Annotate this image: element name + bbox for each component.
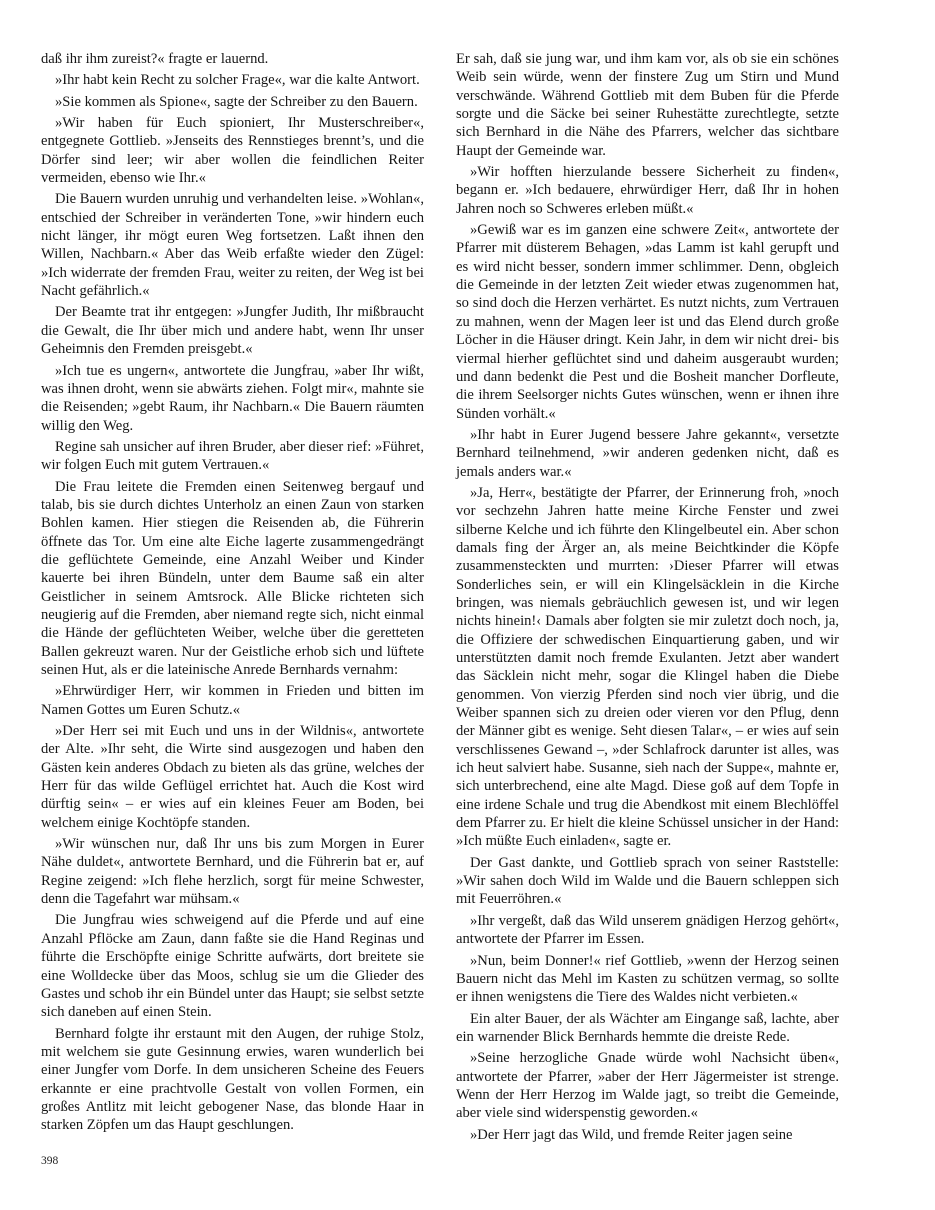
paragraph: Die Jungfrau wies schweigend auf die Pferde und auf eine Anzahl Pflöcke am Zaun, dann faßte sie die Hand Reginas und führte die Erschöpfte einige Schritte aufwärts, dort breitete sie eine Wolldecke über das Moos, schlug sie um die Glieder des Gastes und schob ihr ein Bündel unter das Haupt; sie selbst setzte sich daneben auf einen Stein. [41,912,425,1021]
paragraph: »Ja, Herr«, bestätigte der Pfarrer, der Erinnerung froh, »noch vor sechzehn Jahren hatte meine Kirche Fenster und zwei silberne Kelche und ich führte den Klingelbeutel ein. Aber schon damals fing der Ärger an, als meine Beichtkinder die Köpfe zusammensteckten und murrten: ›Dieser Pfarrer will etwas Sonderliches sein, er will ein Klingelsäcklein in die Kirche bringen, was niemals gebräuchlich gewesen ist, und wir legen nichts hinein!‹ Damals aber folgten sie mir zuletzt doch noch, ja, die Offiziere der schwedischen Einquartierung gaben, und wir unterstützten damit noch fremde Exulanten. Jetzt aber wandert das Säcklein nicht mehr, sogar die Klingel haben die Diebe genommen. Von vierzig Pferden sind noch vier übrig, und die Weiber spannen sich zu dreien oder vieren vor den Pflug, denn der Männer gibt es wenige. Seht diesen Talar«, – er wies auf sein verschlissenes Gewand –, »der Schlafrock darunter ist alles, was ich heut salviert habe. Susanne, sieh nach der Suppe«, mahnte er, sich unterbrechend, eine alte Magd. Diese goß auf dem Topfe in eine irdene Schale und trug die Abendkost mit einem Blechlöffel dem Pfarrer zu. Er hielt die kleine Schüssel unsicher in der Hand: »Ich müßte Euch einladen«, sagte er. [456,484,839,850]
paragraph: »Ihr vergeßt, daß das Wild unserem gnädigen Herzog gehört«, antwortete der Pfarrer im Essen. [456,912,839,948]
paragraph: Die Bauern wurden unruhig und verhandelten leise. »Wohlan«, entschied der Schreiber in veränderten Tone, »wir hindern euch nicht länger, ihr mögt euren Weg fortsetzen. Laßt ihnen den Willen, Nachbarn.« Aber das Weib erfaßte wieder den Zügel: »Ich widerrate der fremden Frau, weiter zu reiten, der Weg ist bei Nacht gefährlich.« [41,191,424,300]
paragraph: daß ihr ihm zureist?« fragte er lauernd. [41,51,269,67]
paragraph: »Der Herr sei mit Euch und uns in der Wildnis«, antwortete der Alte. »Ihr seht, die Wirte sind ausgezogen und haben den Gästen kein anderes Obdach zu bieten als das grüne, welches der Herr für das wilde Geflügel errichtet hat. Auch die Kost wird dürftig sein« – er wies auf ein kleines Feuer am Boden, bei welchem einige Kochtöpfe standen. [41,723,424,831]
right-text-column [456,50,839,1147]
paragraph: Er sah, daß sie jung war, und ihm kam vor, als ob sie ein schönes Weib sein würde, wenn der finstere Zug um Stirn und Mund verschwände. Während Gottlieb mit dem Buben für die Pferde sorgte und die Säcke bei seiner Ruhestätte zurechtlegte, setzte sich Bernhard in die Nähe des Pfarrers, welcher das sichtbare Haupt der Gemeinde war. [456,51,839,159]
paragraph: »Ihr habt in Eurer Jugend bessere Jahre gekannt«, versetzte Bernhard teilnehmend, »wir anderen gedenken nicht, daß es jemals anders war.« [456,426,839,480]
page-number: 398 [41,1155,59,1167]
paragraph: »Wir hofften hierzulande bessere Sicherheit zu finden«, begann er. »Ich bedauere, ehrwürdiger Herr, daß Ihr in hohen Jahren noch so Schweres erleben müßt.« [456,164,839,217]
paragraph: »Wir haben für Euch spioniert, Ihr Musterschreiber«, entgegnete Gottlieb. »Jenseits des Rennstieges brennt’s, und die Dörfer sind leer; wir aber wollen die feindlichen Reiter vermeiden, ebenso wie Ihr.« [41,115,424,187]
paragraph: »Der Herr jagt das Wild, und fremde Reiter jagen seine [470,1126,793,1143]
paragraph: »Sie kommen als Spione«, sagte der Schreiber zu den Bauern. [55,93,418,110]
paragraph: Bernhard folgte ihr erstaunt mit den Augen, der ruhige Stolz, mit welchem sie gute Gesinnung erwies, waren wunderlich bei einer Jungfer vom Dorfe. In dem unsicheren Scheine des Feuers erkannte er eine prachtvolle Gestalt von vollen Formen, ein großes Antlitz mit leicht gebogener Nase, das blonde Haar in starken Zöpfen um das Haupt geschlungen. [41,1025,424,1134]
paragraph: Der Beamte trat ihr entgegen: »Jungfer Judith, Ihr mißbraucht die Gewalt, die Ihr über mich und andere habt, wenn Ihr unser Geheimnis den Fremden preisgebt.« [41,304,424,358]
paragraph: »Nun, beim Donner!« rief Gottlieb, »wenn der Herzog seinen Bauern nicht das Mehl im Kasten zu schützen vermag, so sollte er ihnen wenigstens die Tiere des Waldes nicht verbieten.« [456,952,839,1006]
paragraph: »Ihr habt kein Recht zu solcher Frage«, war die kalte Antwort. [55,72,420,89]
paragraph: »Ehrwürdiger Herr, wir kommen in Frieden und bitten im Namen Gottes um Euren Schutz.« [41,683,424,718]
paragraph: »Ich tue es ungern«, antwortete die Jungfrau, »aber Ihr wißt, was ihnen droht, wenn sie abwärts ziehen. Folgt mir«, mahnte sie die Reisenden; »gebt Raum, ihr Nachbarn.« Die Bauern räumten willig den Weg. [41,362,424,434]
paragraph: »Seine herzogliche Gnade würde wohl Nachsicht üben«, antwortete der Pfarrer, »aber der Herr Jägermeister ist strenge. Wenn der Herr Herzog im Walde jagt, so treibt die Gemeinde, aber viele sind widerspenstig geworden.« [456,1050,839,1122]
paragraph: Die Frau leitete die Fremden einen Seitenweg bergauf und talab, bis sie durch dichtes Unterholz an einen Zaun von starken Bohlen kamen. Hier stiegen die Reisenden ab, die Führerin öffnete das Tor. Um eine alte Eiche lagerte zusammengedrängt die geflüchtete Gemeinde, eine Anzahl Weiber und Kinder kauerte bei ihren Bündeln, unter dem Baume saß ein alter Geistlicher in seinem Amtsrock. Alle Blicke richteten sich neugierig auf die Fremden, aber niemand regte sich, nicht einmal die Hände der geflüchteten Weiber, welche über die geretteten Ballen gekreuzt waren. Nur der Geistliche erhob sich und lüftete seinen Hut, als er die lateinische Anrede Bernhards vernahm: [41,478,424,678]
paragraph: Ein alter Bauer, der als Wächter am Eingange saß, lachte, aber ein warnender Blick Bernhards hemmte die dreiste Rede. [456,1010,839,1045]
paragraph: Regine sah unsicher auf ihren Bruder, aber dieser rief: »Führet, wir folgen Euch mit gutem Vertrauen.« [41,438,424,474]
paragraph: »Wir wünschen nur, daß Ihr uns bis zum Morgen in Eurer Nähe duldet«, antwortete Bernhard, und die Führerin bat er, auf Regine zeigend: »Ich flehe herzlich, sorgt für meine Schwester, denn die Tagefahrt war mühsam.« [41,836,424,908]
paragraph: Der Gast dankte, und Gottlieb sprach von seiner Raststelle: »Wir sahen doch Wild im Walde und die Bauern schleppen sich mit Feuerröhren.« [456,854,839,908]
paragraph: »Gewiß war es im ganzen eine schwere Zeit«, antwortete der Pfarrer mit düsterem Behagen, »das Lamm ist kahl gerupft und es wird nicht besser, sondern immer schlimmer. Denn, obgleich die Gemeinde in der letzten Zeit wieder etwas zugenommen hat, so sind doch die Herzen verhärtet. Es nutzt nichts, zum Vertrauen zu mahnen, wenn der Magen leer ist und das Elend durch große Löcher in die Häuser dringt. Kein Jahr, in dem wir nicht drei- bis viermal hierher geflüchtet sind und daheim ausgeraubt wurden; und dann bedenkt die Pest und die Bosheit mancher Dorfleute, die ihrem Seelsorger nichts Gutes wünschen, wenn er ihnen ihre Sünden vorhält.« [456,222,839,422]
left-text-column [41,50,424,1138]
